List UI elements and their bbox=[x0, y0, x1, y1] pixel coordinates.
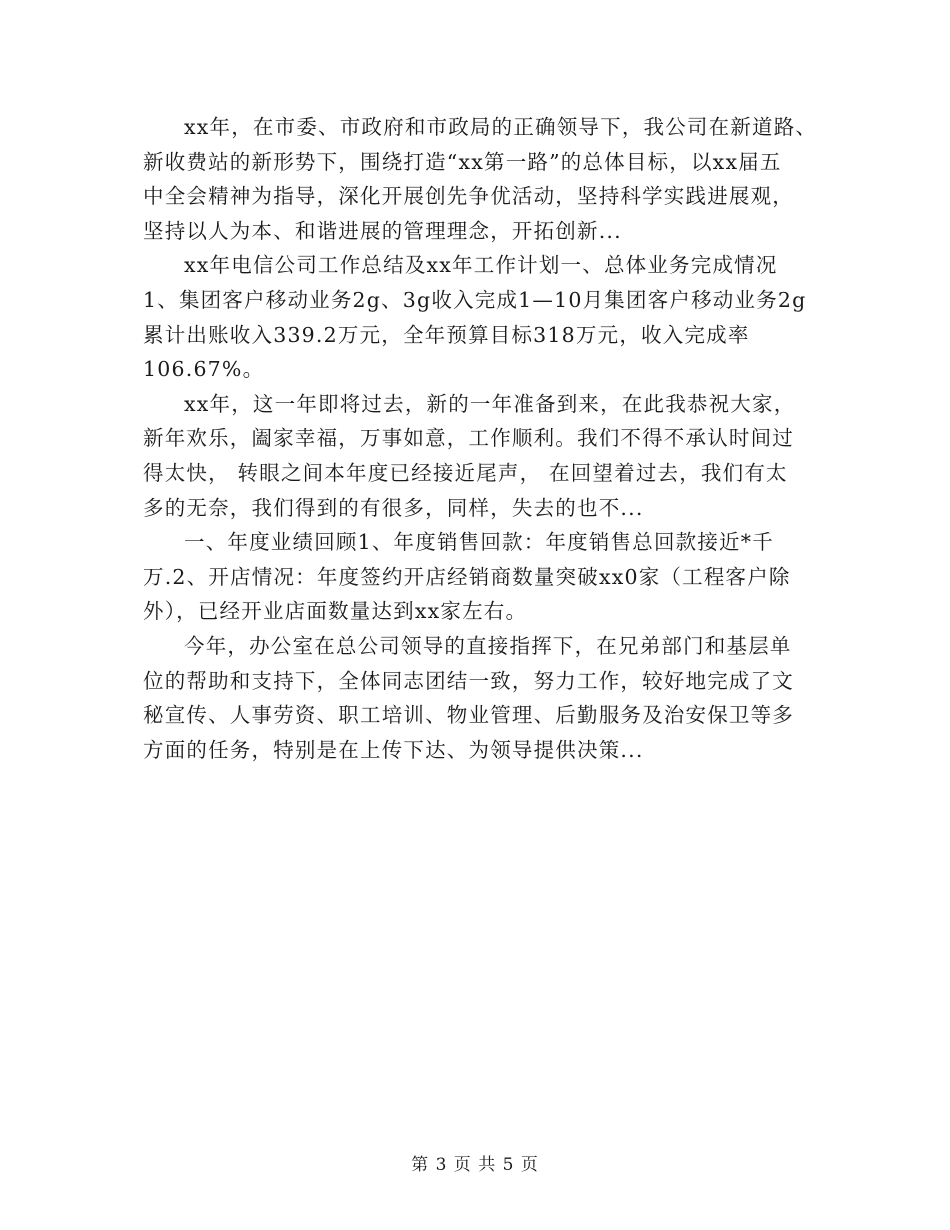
text-line: 中全会精神为指导，深化开展创先争优活动，坚持科学实践进展观， bbox=[143, 184, 794, 209]
text-line: 多的无奈，我们得到的有很多，同样，失去的也不... bbox=[143, 495, 644, 520]
page-number: 第 3 页 共 5 页 bbox=[411, 1155, 539, 1175]
text-line: 外），已经开业店面数量达到xx家左右。 bbox=[143, 599, 528, 624]
text-line: 新收费站的新形势下，围绕打造“xx第一路”的总体目标，以xx届五 bbox=[143, 149, 782, 174]
text-line: 一、年度业绩回顾1、年度销售回款：年度销售总回款接近*千 bbox=[184, 530, 774, 555]
paragraph-1 bbox=[143, 110, 818, 248]
text-line: 秘宣传、人事劳资、职工培训、物业管理、后勤服务及治安保卫等多 bbox=[143, 703, 794, 728]
paragraph-5 bbox=[143, 629, 813, 767]
paragraph-3 bbox=[143, 387, 813, 525]
paragraph-2 bbox=[143, 248, 813, 386]
text-line: 106.67%。 bbox=[143, 357, 265, 382]
text-line: xx年，这一年即将过去，新的一年准备到来，在此我恭祝大家， bbox=[184, 391, 796, 416]
text-line: 今年，办公室在总公司领导的直接指挥下，在兄弟部门和基层单 bbox=[184, 633, 792, 658]
text-line: 方面的任务，特别是在上传下达、为领导提供决策... bbox=[143, 737, 644, 762]
text-line: 新年欢乐，阖家幸福，万事如意，工作顺利。我们不得不承认时间过 bbox=[143, 426, 794, 451]
text-line: 坚持以人为本、和谐进展的管理理念，开拓创新... bbox=[143, 218, 622, 243]
page-footer bbox=[0, 1154, 950, 1176]
text-line: 万.2、开店情况：年度签约开店经销商数量突破xx0家（工程客户除 bbox=[143, 564, 791, 589]
document-body bbox=[143, 110, 818, 767]
text-line: 累计出账收入339.2万元，全年预算目标318万元，收入完成率 bbox=[143, 322, 750, 347]
text-line: xx年电信公司工作总结及xx年工作计划一、总体业务完成情况 bbox=[184, 253, 778, 278]
text-line: 得太快， 转眼之间本年度已经接近尾声， 在回望着过去，我们有太 bbox=[143, 460, 788, 485]
paragraph-4 bbox=[143, 525, 813, 629]
text-line: xx年，在市委、市政府和市政局的正确领导下，我公司在新道路、 bbox=[184, 115, 818, 139]
text-line: 1、集团客户移动业务2g、3g收入完成1—10月集团客户移动业务2g bbox=[143, 287, 807, 312]
text-line: 位的帮助和支持下，全体同志团结一致，努力工作，较好地完成了文 bbox=[143, 668, 794, 693]
